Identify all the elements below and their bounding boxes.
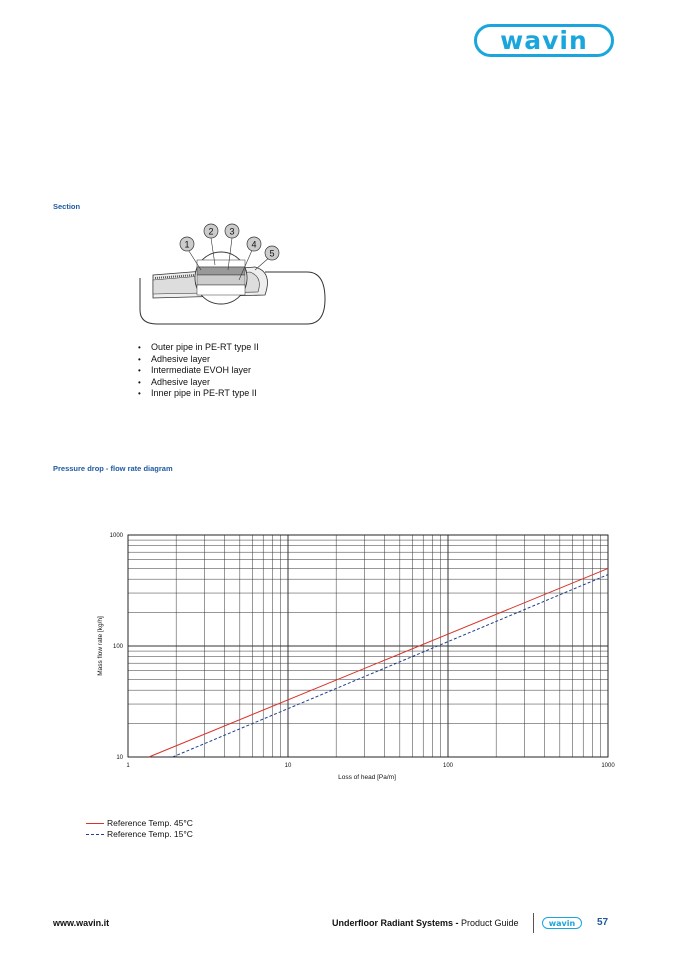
y-axis-label: Mass flow rate [kg/h]: [97, 616, 104, 676]
footer-doc-title-rest: Product Guide: [461, 918, 519, 928]
x-tick-label: 1000: [601, 763, 615, 769]
callout-label-2: 2: [208, 226, 214, 237]
x-axis-label: Loss of head [Pa/m]: [338, 774, 396, 781]
pressure-flow-chart: [80, 522, 620, 787]
y-tick-label: 10: [116, 755, 123, 761]
callout-bubble-3: [225, 224, 239, 238]
magnifier-band-4: [197, 285, 245, 295]
layer-list: [138, 342, 259, 400]
chart-grid: [128, 535, 608, 757]
callout-label-4: 4: [251, 239, 257, 250]
series-line-0: [149, 568, 608, 757]
diagram-heading: Pressure drop - flow rate diagram: [53, 464, 173, 473]
layer-item: • Outer pipe in PE-RT type II: [138, 342, 259, 354]
layer-item: • Adhesive layer: [138, 377, 259, 389]
callout-label-5: 5: [269, 248, 275, 259]
callout-line-1: [187, 248, 201, 270]
y-tick-label: 100: [112, 644, 123, 650]
callout-bubble-2: [204, 224, 218, 238]
magnifier-band-1: [197, 260, 245, 267]
x-tick-label: 10: [284, 763, 292, 769]
footer-doc-title: [332, 918, 519, 928]
wavin-logo: wavin: [474, 24, 614, 57]
section-heading: Section: [53, 202, 81, 211]
footer-separator: [533, 913, 534, 933]
callout-label-1: 1: [184, 239, 190, 250]
layer-item: • Adhesive layer: [138, 354, 259, 366]
layer-item: • Inner pipe in PE-RT type II: [138, 388, 259, 400]
legend-label: Reference Temp. 15°C: [107, 829, 193, 839]
x-tick-label: 1: [126, 763, 130, 769]
callout-bubble-5: [265, 246, 279, 260]
footer-website: www.wavin.it: [53, 918, 110, 928]
y-tick-label: 1000: [109, 533, 123, 539]
legend-label: Reference Temp. 45°C: [107, 818, 193, 828]
legend-entry-45: [86, 818, 193, 829]
series-line-1: [173, 575, 608, 757]
legend-entry-15: [86, 829, 193, 840]
legend-swatch-solid: [86, 823, 104, 824]
footer-wavin-logo: wavin: [542, 917, 582, 929]
chart-series: [149, 568, 608, 757]
footer-doc-title-bold: Underfloor Radiant Systems -: [332, 918, 462, 928]
series-legend: [86, 818, 193, 840]
pipe-section-illustration: [135, 220, 335, 330]
callout-bubble-1: [180, 237, 194, 251]
callout-bubble-4: [247, 237, 261, 251]
page-number: 57: [597, 917, 609, 928]
x-tick-label: 100: [442, 763, 454, 769]
legend-swatch-dashed: [86, 834, 104, 835]
magnifier-band-2: [197, 267, 245, 275]
magnifier-band-3: [197, 275, 245, 285]
callout-label-3: 3: [229, 226, 235, 237]
layer-item: • Intermediate EVOH layer: [138, 365, 259, 377]
